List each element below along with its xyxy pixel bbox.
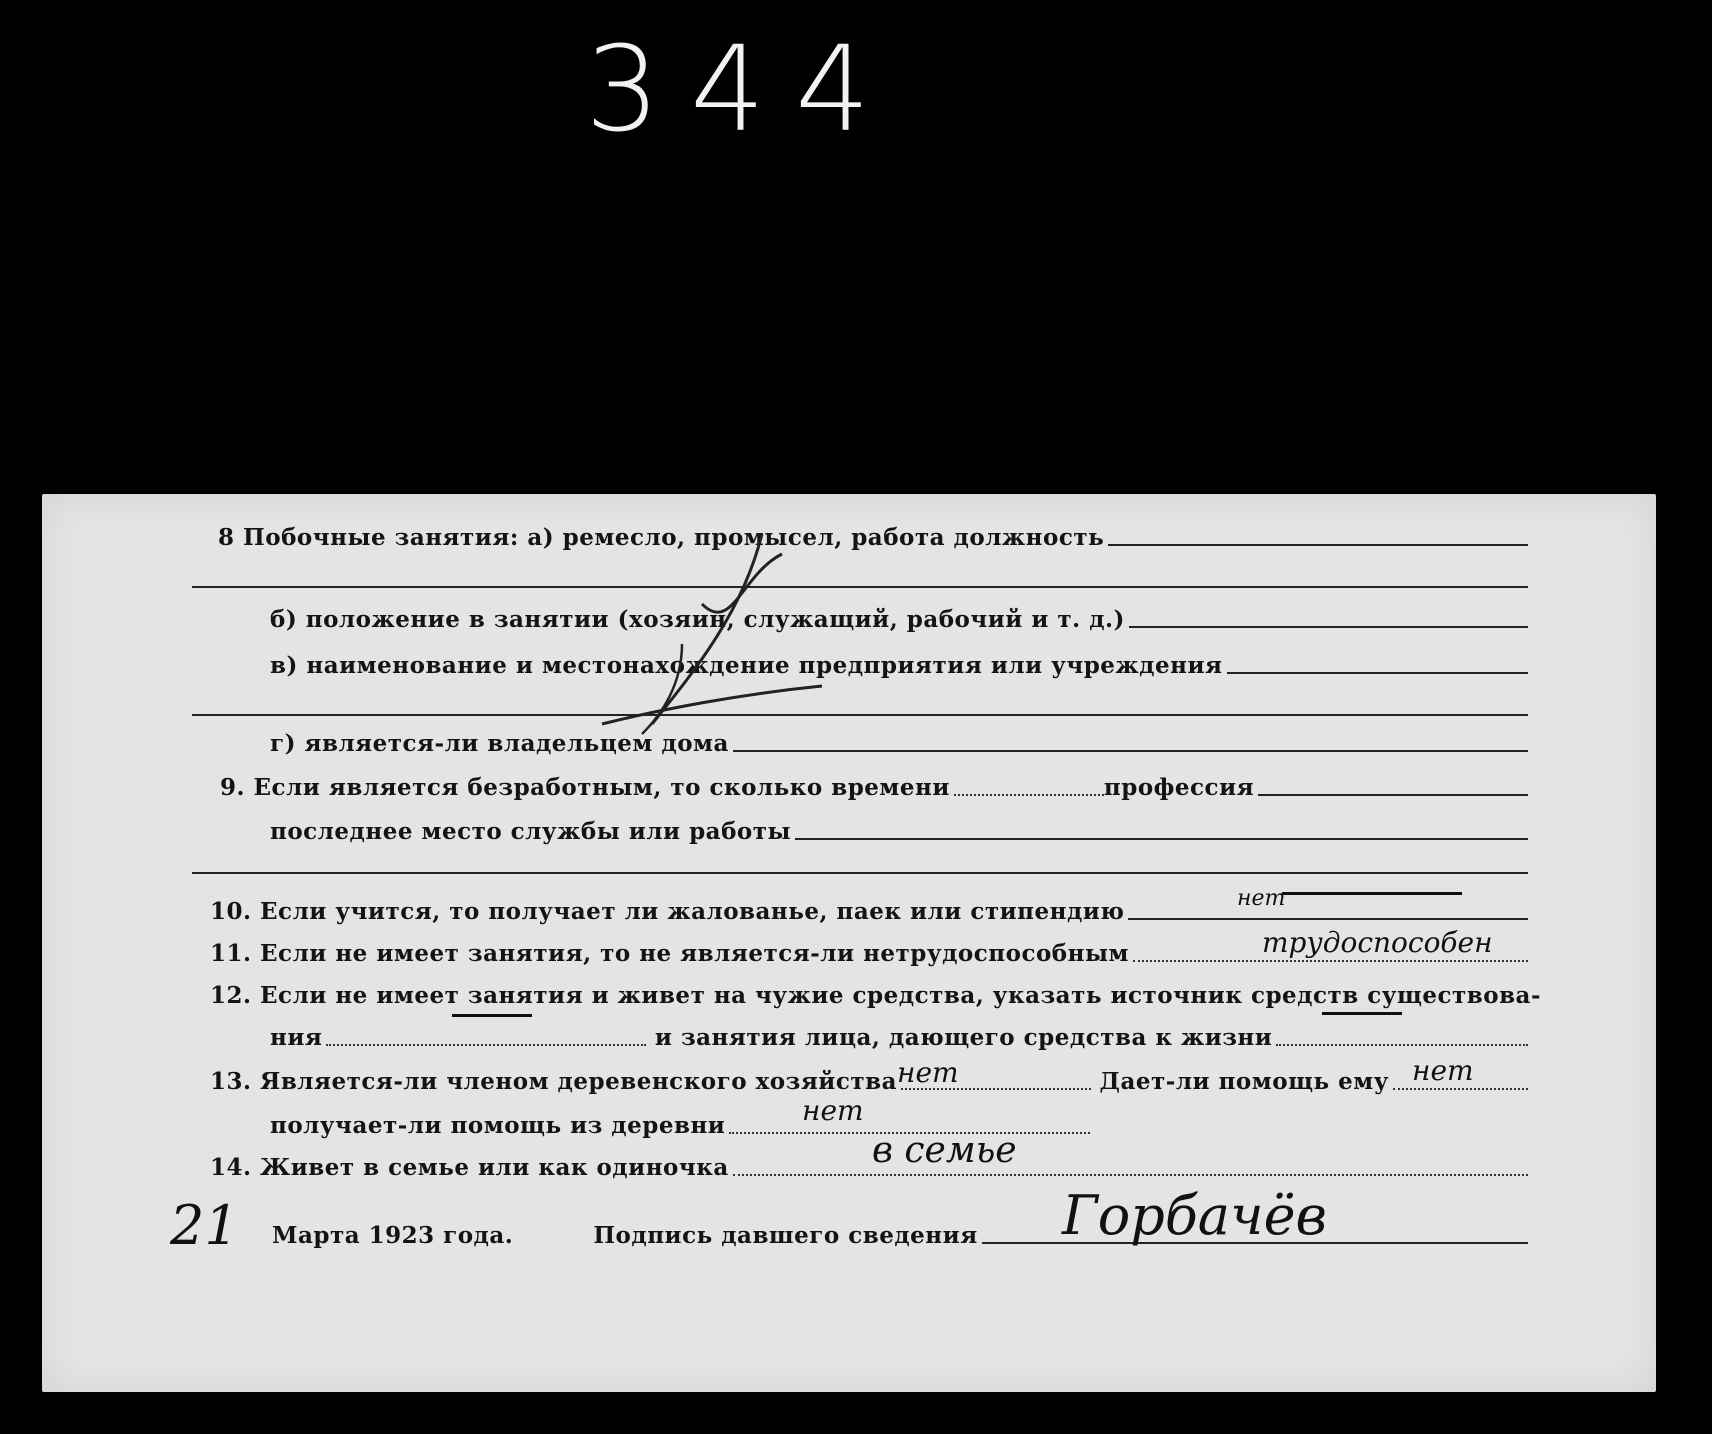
q12-source-answer-line [326,1043,646,1046]
q10-line [210,898,1528,925]
q8-g-line [270,730,1528,757]
q13-help-label: Дает-ли помощь ему [1099,1068,1389,1095]
q12-label-2b: и занятия лица, дающего средства к жизни [654,1024,1273,1051]
q8-a-label: Побочные занятия: а) ремесло, промысел, работа должность [243,524,1105,551]
q8-a-line [218,524,1528,551]
q13-help-answer-line [1393,1087,1528,1090]
q9-profession-answer-line [1258,793,1528,796]
q13-village-help-answer: нет [802,1094,864,1127]
q8-g-label: г) является-ли владельцем дома [270,730,729,757]
q11-answer: трудоспособен [1262,926,1493,959]
signature-label: Подпись давшего сведения [593,1222,978,1249]
q10-answer: нет [1237,886,1286,911]
q8-g-answer-line [733,749,1528,752]
date-month-year: Марта 1923 года. [272,1222,514,1249]
q14-answer: в семье [872,1130,1017,1171]
q14-label: Живет в семье или как одиночка [260,1154,729,1181]
q12-provider-dash [1322,1012,1402,1015]
q10-label: Если учится, то получает ли жалованье, паек или стипендию [260,898,1125,925]
q8-v-line [270,652,1528,679]
q14-number: 14. [210,1154,252,1181]
q8-b-label: б) положение в занятии (хозяин, служащий, рабочий и т. д.) [270,606,1125,633]
q12-provider-answer-line [1276,1043,1528,1046]
q9-line-1 [220,774,1528,801]
q11-answer-line [1133,959,1528,962]
q9-label-2: последнее место службы или работы [270,818,792,845]
q8-a-continuation-line [192,586,1528,588]
census-form-card [42,494,1656,1392]
q10-answer-line [1128,917,1528,920]
q13-number: 13. [210,1068,252,1095]
q9-number: 9. [220,774,246,801]
q8-b-line [270,606,1528,633]
q9-line-2 [270,818,1528,845]
q8-a-answer-line [1108,543,1528,546]
q13-label-2: получает-ли помощь из деревни [270,1112,726,1139]
q10-number: 10. [210,898,252,925]
q12-number: 12. [210,982,252,1009]
footer-line [272,1222,1528,1249]
q9-last-job-answer-line [795,837,1528,840]
q12-label-2a: ния [270,1024,323,1051]
q11-number: 11. [210,940,252,967]
q8-v-answer-line [1227,671,1528,674]
q8-number: 8 [218,524,235,551]
q14-answer-line [733,1173,1528,1176]
q12-line-2 [270,1024,1528,1051]
q14-line [210,1154,1528,1181]
q8-v-label: в) наименование и местонахождение предприятия или учреждения [270,652,1223,679]
q9-profession-label: профессия [1103,774,1255,801]
q13-help-answer: нет [1412,1054,1474,1087]
q13-line-1 [210,1068,1528,1095]
q12-line-1 [210,982,1540,1009]
q8-v-continuation-line [192,714,1528,716]
q12-source-dash [452,1014,532,1017]
q9-time-answer-line [954,793,1104,796]
q9-label-1: Если является безработным, то сколько времени [253,774,950,801]
q13-member-answer: нет [897,1056,959,1089]
frame-number: 344 [585,20,901,158]
q13-label-1: Является-ли членом деревенского хозяйства [260,1068,898,1095]
q10-answer-dash [1282,892,1462,895]
q8-b-answer-line [1129,625,1528,628]
q9-continuation-line [192,872,1528,874]
date-day: 21 [170,1194,239,1257]
q11-label: Если не имеет занятия, то не является-ли нетрудоспособным [260,940,1130,967]
signature: Горбачёв [1062,1184,1327,1247]
q12-label-1: Если не имеет занятия и живет на чужие средства, указать источник средств существова- [260,982,1541,1009]
